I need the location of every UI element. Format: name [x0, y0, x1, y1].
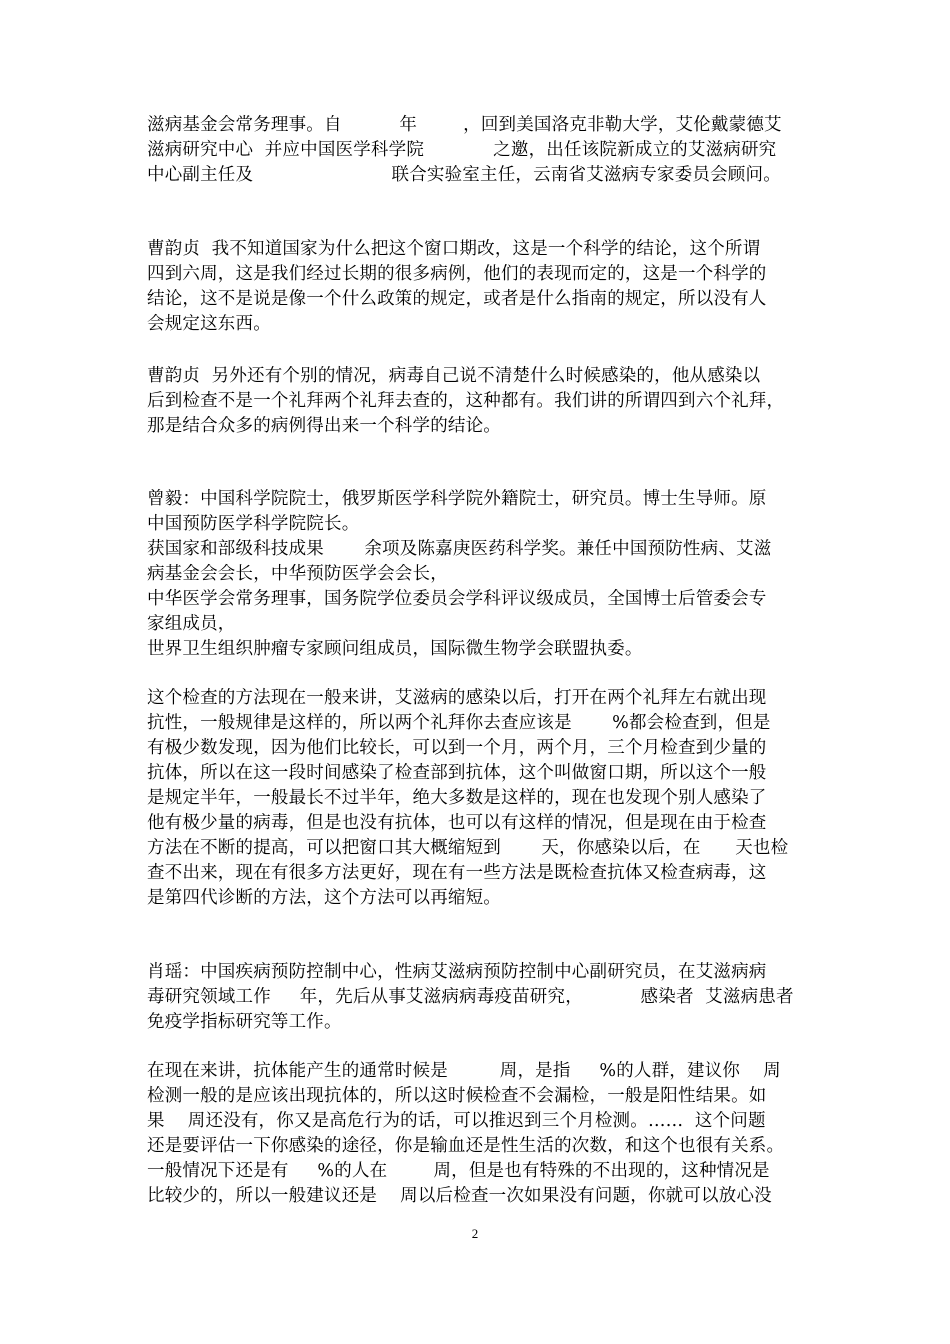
text-line: 滋病基金会常务理事。自 年 ，回到美国洛克非勒大学，艾伦戴蒙德艾: [147, 115, 782, 135]
text-line: 四到六周，这是我们经过长期的很多病例，他们的表现而定的，这是一个科学的: [147, 264, 767, 284]
text-line: 抗体，所以在这一段时间感染了检查部到抗体，这个叫做窗口期，所以这个一般: [147, 763, 767, 783]
text-line: 中国预防医学科学院院长。: [147, 514, 360, 534]
text-line: 比较少的，所以一般建议还是 周以后检查一次如果没有问题，你就可以放心没: [147, 1186, 772, 1206]
text-line: 毒研究领域工作 年，先后从事艾滋病病毒疫苗研究， 感染者 艾滋病患者: [147, 987, 794, 1007]
text-line: 是规定半年，一般最长不过半年，绝大多数是这样的，现在也发现个别人感染了: [147, 788, 767, 808]
text-line: 曾毅：中国科学院院士，俄罗斯医学科学院外籍院士，研究员。博士生导师。原: [147, 489, 767, 509]
text-line: 家组成员，: [147, 614, 236, 634]
paragraph-zeng-yi-bio: [147, 487, 817, 662]
paragraph-xiao-yao-bio: [147, 960, 817, 1035]
text-line: 查不出来，现在有很多方法更好，现在有一些方法是既检查抗体又检查病毒，这: [147, 863, 767, 883]
paragraph-bio-continued: [147, 113, 817, 188]
page-number: 2: [471, 1226, 479, 1241]
paragraph-cao-yunzhen-2: [147, 364, 817, 439]
text-line: 肖瑶：中国疾病预防控制中心，性病艾滋病预防控制中心副研究员，在艾滋病病: [147, 962, 767, 982]
text-line: 他有极少量的病毒，但是也没有抗体，也可以有这样的情况，但是现在由于检查: [147, 813, 767, 833]
text-line: 获国家和部级科技成果 余项及陈嘉庚医药科学奖。兼任中国预防性病、艾滋: [147, 539, 772, 559]
text-line: 中华医学会常务理事，国务院学位委员会学科评议级成员，全国博士后管委会专: [147, 589, 767, 609]
text-line: 这个检查的方法现在一般来讲，艾滋病的感染以后，打开在两个礼拜左右就出现: [147, 688, 767, 708]
text-line: 结论，这不是说是像一个什么政策的规定，或者是什么指南的规定，所以没有人: [147, 289, 767, 309]
text-line: 世界卫生组织肿瘤专家顾问组成员，国际微生物学会联盟执委。: [147, 639, 643, 659]
text-line: 是第四代诊断的方法，这个方法可以再缩短。: [147, 888, 501, 908]
text-line: 在现在来讲，抗体能产生的通常时候是 周，是指 %的人群，建议你 周: [147, 1061, 781, 1081]
text-line: 有极少数发现，因为他们比较长，可以到一个月，两个月，三个月检查到少量的: [147, 738, 767, 758]
text-line: 检测一般的是应该出现抗体的，所以这时候检查不会漏检，一般是阳性结果。如: [147, 1086, 767, 1106]
text-line: 果 周还没有，你又是高危行为的话，可以推迟到三个月检测。…… 这个问题: [147, 1111, 766, 1131]
text-line: 会规定这东西。: [147, 314, 271, 334]
text-line: 免疫学指标研究等工作。: [147, 1012, 342, 1032]
text-line: 病基金会会长，中华预防医学会会长，: [147, 564, 448, 584]
text-line: 抗性，一般规律是这样的，所以两个礼拜你去查应该是 %都会检查到，但是: [147, 713, 771, 733]
text-line: 那是结合众多的病例得出来一个科学的结论。: [147, 416, 501, 436]
paragraph-zeng-yi-statement: [147, 686, 817, 911]
paragraph-xiao-yao-statement: [147, 1059, 817, 1209]
paragraph-cao-yunzhen-1: [147, 237, 817, 337]
text-line: 中心副主任及 联合实验室主任，云南省艾滋病专家委员会顾问。: [147, 165, 781, 185]
text-line: 方法在不断的提高，可以把窗口其大概缩短到 天，你感染以后，在 天也检: [147, 838, 789, 858]
text-line: 曹韵贞 我不知道国家为什么把这个窗口期改，这是一个科学的结论，这个所谓: [147, 239, 761, 259]
text-line: 滋病研究中心 并应中国医学科学院 之邀，出任该院新成立的艾滋病研究: [147, 140, 777, 160]
text-line: 后到检查不是一个礼拜两个礼拜去查的，这种都有。我们讲的所谓四到六个礼拜，: [147, 391, 785, 411]
text-line: 曹韵贞 另外还有个别的情况，病毒自己说不清楚什么时候感染的，他从感染以: [147, 366, 761, 386]
text-line: 还是要评估一下你感染的途径，你是输血还是性生活的次数，和这个也很有关系。: [147, 1136, 785, 1156]
text-line: 一般情况下还是有 %的人在 周，但是也有特殊的不出现的，这种情况是: [147, 1161, 770, 1181]
